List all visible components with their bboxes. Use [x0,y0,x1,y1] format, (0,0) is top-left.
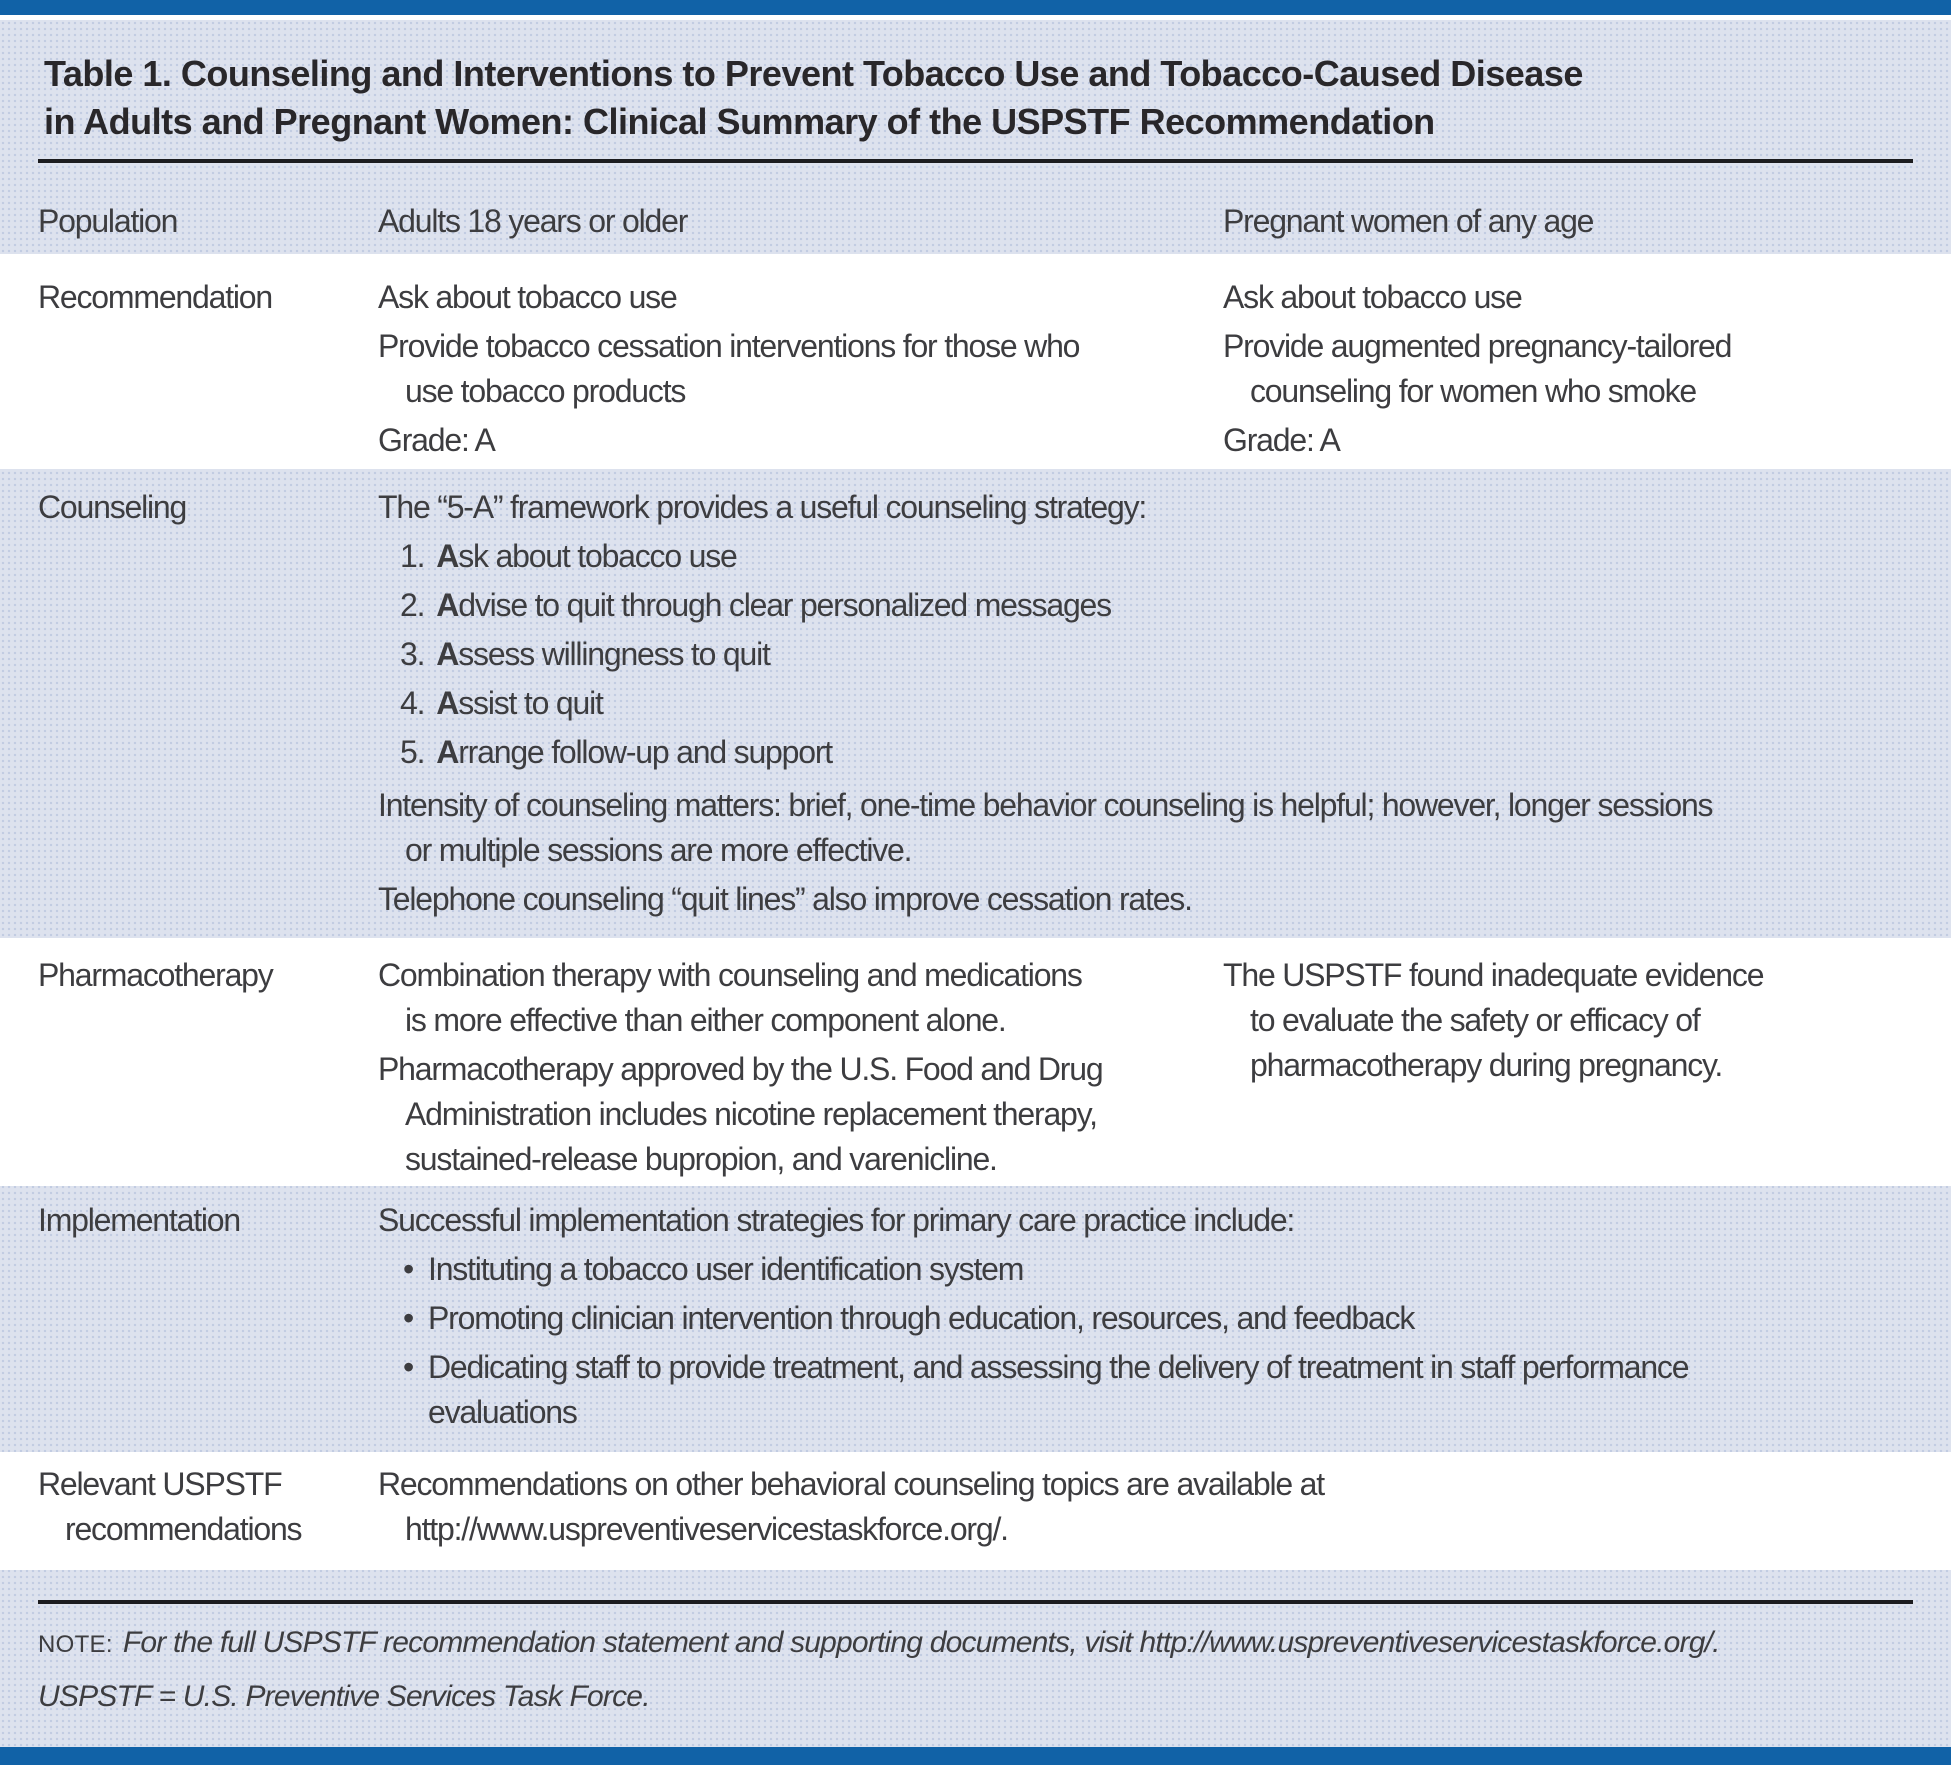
relevant-label-line-1: Relevant USPSTF [38,1466,282,1502]
counseling-item-4: 4. Assist to quit [400,685,603,721]
table-footnote-area [0,1570,1951,1747]
relevant-label-line-2: recommendations [65,1511,302,1547]
bottom-border-bar [0,1747,1951,1765]
pharmacotherapy-pregnant-evidence-cont-1: to evaluate the safety or efficacy of [1250,1002,1700,1038]
recommendation-pregnant-ask: Ask about tobacco use [1223,279,1522,315]
pharmacotherapy-combination-cont: is more effective than either component alone. [405,1002,1006,1038]
implementation-cell [378,1198,1951,1435]
relevant-cell [378,1462,1951,1552]
population-pregnant-cell: Pregnant women of any age [1223,203,1594,239]
implementation-intro: Successful implementation strategies for primary care practice include: [378,1202,1295,1238]
counseling-item-3: 3. Assess willingness to quit [400,636,770,672]
relevant-recommendations-row [0,1452,1951,1570]
recommendation-pregnant-provide: Provide augmented pregnancy-tailored [1223,328,1732,364]
counseling-intensity-cont: or multiple sessions are more effective. [405,832,912,868]
footnote-note-line [0,1620,1951,1667]
counseling-intro: The “5-A” framework provides a useful counseling strategy: [378,489,1147,525]
bullet-marker: • [403,1251,414,1287]
implementation-bullet-3: • Dedicating staff to provide treatment, and assessing the delivery of treatment in staff performance [378,1345,1951,1390]
population-adults-cell: Adults 18 years or older [378,203,688,239]
note-label: NOTE: [38,1631,113,1658]
note-text: For the full USPSTF recommendation statement and supporting documents, visit http://www.uspreventiveservicestaskforce.org/. [122,1626,1720,1659]
recommendation-adults-provide-cont: use tobacco products [405,373,686,409]
recommendation-label: Recommendation [38,279,272,315]
recommendation-pregnant-provide-cont: counseling for women who smoke [1250,373,1697,409]
recommendation-adults-ask: Ask about tobacco use [378,279,677,315]
footnote-abbreviation-line [0,1674,1951,1719]
implementation-bullet-1: • Instituting a tobacco user identification system [378,1247,1951,1292]
pharmacotherapy-pregnant-cell [1223,953,1951,1088]
pharmacotherapy-combination: Combination therapy with counseling and medications [378,957,1082,993]
pharmacotherapy-pregnant-evidence: The USPSTF found inadequate evidence [1223,957,1764,993]
relevant-label [38,1462,378,1552]
counseling-label: Counseling [38,489,187,525]
relevant-body-line-1: Recommendations on other behavioral counseling topics are available at [378,1466,1324,1502]
pharmacotherapy-approved-cont-2: sustained-release bupropion, and varenicline. [405,1141,997,1177]
pharmacotherapy-label: Pharmacotherapy [38,957,273,993]
recommendation-row [0,254,1951,469]
table-body [0,20,1951,1747]
implementation-bullet-3-cont: evaluations [428,1394,577,1430]
population-label: Population [38,203,178,239]
table-title-line-2: in Adults and Pregnant Women: Clinical Summary of the USPSTF Recommendation [44,101,1435,142]
counseling-cell [378,485,1951,922]
table-title [0,20,1951,159]
counseling-item-5: 5. Arrange follow-up and support [400,734,832,770]
footnote-rule [38,1600,1913,1604]
pharmacotherapy-approved-cont-1: Administration includes nicotine replacement therapy, [405,1096,1097,1132]
recommendation-adults-provide: Provide tobacco cessation interventions for those who [378,328,1080,364]
implementation-label: Implementation [38,1202,240,1238]
pharmacotherapy-row [0,938,1951,1186]
counseling-telephone: Telephone counseling “quit lines” also improve cessation rates. [378,881,1192,917]
counseling-row [0,469,1951,938]
recommendation-pregnant-grade: Grade: A [1223,422,1340,458]
table-title-line-1: Table 1. Counseling and Interventions to Prevent Tobacco Use and Tobacco-Caused Disease [44,53,1583,94]
top-border-bar [0,0,1951,15]
counseling-item-2: 2. Advise to quit through clear personalized messages [400,587,1111,623]
bullet-marker: • [403,1349,414,1385]
implementation-bullet-2: • Promoting clinician intervention through education, resources, and feedback [378,1296,1951,1341]
pharmacotherapy-approved: Pharmacotherapy approved by the U.S. Food and Drug [378,1051,1103,1087]
abbreviation-text: USPSTF = U.S. Preventive Services Task Force. [38,1680,650,1713]
recommendation-adults-cell [378,275,1223,463]
counseling-item-1: 1. Ask about tobacco use [400,538,737,574]
relevant-url-text: http://www.uspreventiveservicestaskforce.org/. [405,1511,1008,1547]
pharmacotherapy-pregnant-evidence-cont-2: pharmacotherapy during pregnancy. [1250,1047,1723,1083]
recommendation-pregnant-cell [1223,275,1951,463]
recommendation-adults-grade: Grade: A [378,422,495,458]
implementation-row [0,1186,1951,1452]
counseling-intensity: Intensity of counseling matters: brief, one-time behavior counseling is helpful; however, longer sessions [378,787,1713,823]
population-row [0,163,1951,254]
pharmacotherapy-adults-cell [378,953,1223,1182]
bullet-marker: • [403,1300,414,1336]
